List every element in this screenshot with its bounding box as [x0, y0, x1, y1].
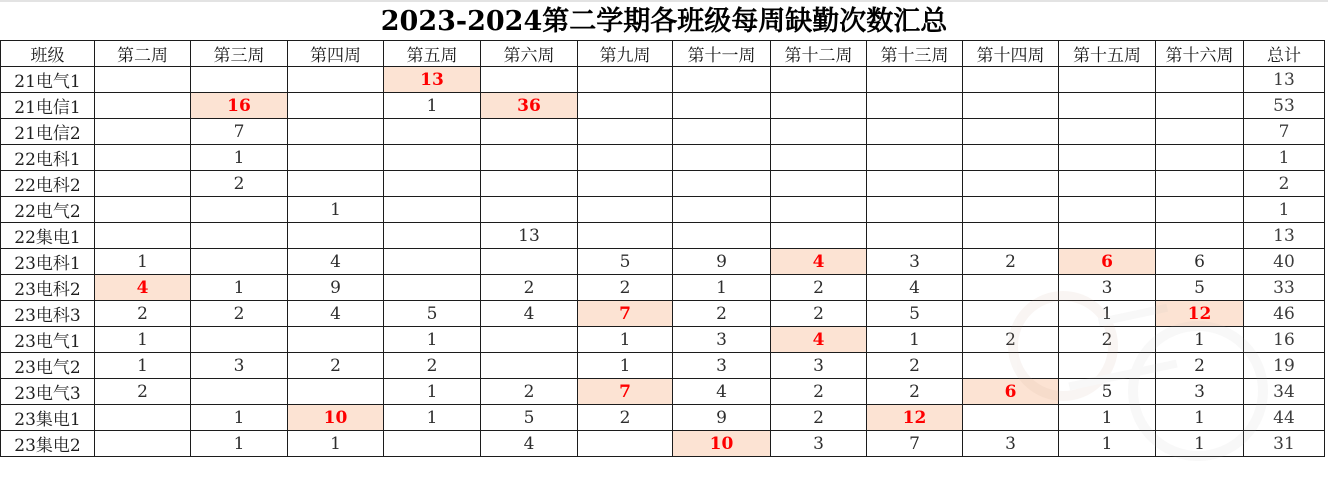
value-cell[interactable]: 36: [481, 93, 578, 119]
value-cell[interactable]: 1: [191, 145, 288, 171]
value-cell[interactable]: [288, 93, 384, 119]
value-cell[interactable]: 1: [95, 249, 191, 275]
value-cell[interactable]: 4: [673, 379, 771, 405]
value-cell[interactable]: [771, 67, 867, 93]
class-name-cell[interactable]: 23电科2: [1, 275, 95, 301]
table-row: [1, 275, 1325, 301]
value-cell[interactable]: [673, 197, 771, 223]
value-cell[interactable]: [867, 223, 963, 249]
table-row: [1, 119, 1325, 145]
value-cell[interactable]: [1059, 119, 1156, 145]
value-cell[interactable]: 1: [1156, 405, 1244, 431]
value-cell[interactable]: [481, 353, 578, 379]
class-name-cell[interactable]: 23电科3: [1, 301, 95, 327]
value-cell[interactable]: 2: [1059, 327, 1156, 353]
table-row: [1, 327, 1325, 353]
class-name-cell[interactable]: 22集电1: [1, 223, 95, 249]
value-cell[interactable]: [191, 379, 288, 405]
value-cell[interactable]: [1059, 353, 1156, 379]
value-cell[interactable]: 3: [1059, 275, 1156, 301]
total-cell[interactable]: 53: [1244, 93, 1325, 119]
value-cell[interactable]: [95, 67, 191, 93]
value-cell[interactable]: 5: [384, 301, 481, 327]
value-cell[interactable]: 4: [771, 327, 867, 353]
value-cell[interactable]: [963, 67, 1059, 93]
value-cell[interactable]: 4: [481, 431, 578, 457]
value-cell[interactable]: [867, 145, 963, 171]
total-cell[interactable]: 19: [1244, 353, 1325, 379]
value-cell[interactable]: [673, 171, 771, 197]
class-name-cell[interactable]: 21电信2: [1, 119, 95, 145]
value-cell[interactable]: 16: [191, 93, 288, 119]
value-cell[interactable]: [673, 93, 771, 119]
value-cell[interactable]: 7: [867, 431, 963, 457]
class-name-cell[interactable]: 21电信1: [1, 93, 95, 119]
value-cell[interactable]: 4: [867, 275, 963, 301]
value-cell[interactable]: 1: [1156, 431, 1244, 457]
table-row: [1, 431, 1325, 457]
total-cell[interactable]: 33: [1244, 275, 1325, 301]
value-cell[interactable]: [481, 119, 578, 145]
value-cell[interactable]: 13: [384, 67, 481, 93]
value-cell[interactable]: [384, 223, 481, 249]
table-row: [1, 249, 1325, 275]
table-row: [1, 171, 1325, 197]
total-cell[interactable]: 31: [1244, 431, 1325, 457]
value-cell[interactable]: 1: [867, 327, 963, 353]
total-cell[interactable]: 44: [1244, 405, 1325, 431]
value-cell[interactable]: [578, 197, 673, 223]
value-cell[interactable]: [578, 223, 673, 249]
value-cell[interactable]: [1156, 93, 1244, 119]
value-cell[interactable]: 2: [95, 379, 191, 405]
value-cell[interactable]: [867, 93, 963, 119]
class-name-cell[interactable]: 23电气3: [1, 379, 95, 405]
value-cell[interactable]: 12: [867, 405, 963, 431]
value-cell[interactable]: [481, 145, 578, 171]
value-cell[interactable]: 7: [578, 301, 673, 327]
class-name-cell[interactable]: 23电气2: [1, 353, 95, 379]
value-cell[interactable]: 5: [1059, 379, 1156, 405]
value-cell[interactable]: 4: [771, 249, 867, 275]
value-cell[interactable]: 1: [578, 327, 673, 353]
value-cell[interactable]: 12: [1156, 301, 1244, 327]
value-cell[interactable]: [95, 223, 191, 249]
value-cell[interactable]: 2: [288, 353, 384, 379]
value-cell[interactable]: 1: [578, 353, 673, 379]
value-cell[interactable]: [1059, 93, 1156, 119]
value-cell[interactable]: [95, 405, 191, 431]
value-cell[interactable]: 10: [673, 431, 771, 457]
value-cell[interactable]: 1: [288, 197, 384, 223]
value-cell[interactable]: [963, 405, 1059, 431]
value-cell[interactable]: 9: [673, 249, 771, 275]
value-cell[interactable]: [384, 197, 481, 223]
class-name-cell[interactable]: 23集电1: [1, 405, 95, 431]
value-cell[interactable]: [95, 431, 191, 457]
value-cell[interactable]: [95, 145, 191, 171]
value-cell[interactable]: 3: [771, 431, 867, 457]
value-cell[interactable]: 2: [578, 405, 673, 431]
value-cell[interactable]: 1: [1156, 327, 1244, 353]
table-row: [1, 145, 1325, 171]
value-cell[interactable]: [384, 119, 481, 145]
column-header[interactable]: 第二周: [95, 41, 191, 67]
value-cell[interactable]: [673, 119, 771, 145]
value-cell[interactable]: 3: [867, 249, 963, 275]
table-row: [1, 67, 1325, 93]
column-header[interactable]: 第十二周: [771, 41, 867, 67]
value-cell[interactable]: [867, 67, 963, 93]
value-cell[interactable]: [191, 249, 288, 275]
value-cell[interactable]: [288, 223, 384, 249]
value-cell[interactable]: [578, 119, 673, 145]
class-name-cell[interactable]: 22电气2: [1, 197, 95, 223]
value-cell[interactable]: 2: [771, 379, 867, 405]
column-header[interactable]: 第十六周: [1156, 41, 1244, 67]
value-cell[interactable]: [481, 197, 578, 223]
column-header[interactable]: 班级: [1, 41, 95, 67]
value-cell[interactable]: 3: [673, 353, 771, 379]
column-header[interactable]: 第十三周: [867, 41, 963, 67]
value-cell[interactable]: [963, 93, 1059, 119]
value-cell[interactable]: [1156, 223, 1244, 249]
class-name-cell[interactable]: 21电气1: [1, 67, 95, 93]
class-name-cell[interactable]: 22电科2: [1, 171, 95, 197]
value-cell[interactable]: [384, 275, 481, 301]
value-cell[interactable]: [1156, 197, 1244, 223]
value-cell[interactable]: 4: [288, 301, 384, 327]
value-cell[interactable]: 6: [1156, 249, 1244, 275]
value-cell[interactable]: [578, 93, 673, 119]
value-cell[interactable]: 4: [288, 249, 384, 275]
table-body: [1, 67, 1325, 457]
value-cell[interactable]: 1: [191, 275, 288, 301]
value-cell[interactable]: 13: [481, 223, 578, 249]
table-row: [1, 405, 1325, 431]
value-cell[interactable]: [384, 145, 481, 171]
total-cell[interactable]: 2: [1244, 171, 1325, 197]
value-cell[interactable]: [771, 223, 867, 249]
column-header[interactable]: 第四周: [288, 41, 384, 67]
value-cell[interactable]: 4: [481, 301, 578, 327]
value-cell[interactable]: 2: [191, 301, 288, 327]
value-cell[interactable]: [384, 171, 481, 197]
total-cell[interactable]: 34: [1244, 379, 1325, 405]
value-cell[interactable]: 1: [384, 327, 481, 353]
page-title: 2023-2024第二学期各班级每周缺勤次数汇总: [380, 6, 948, 37]
value-cell[interactable]: [191, 223, 288, 249]
value-cell[interactable]: 2: [384, 353, 481, 379]
value-cell[interactable]: 2: [771, 301, 867, 327]
value-cell[interactable]: [288, 145, 384, 171]
column-header[interactable]: 第六周: [481, 41, 578, 67]
value-cell[interactable]: [95, 93, 191, 119]
value-cell[interactable]: 5: [1156, 275, 1244, 301]
value-cell[interactable]: 2: [963, 327, 1059, 353]
header-row: [1, 41, 1325, 67]
total-cell[interactable]: 40: [1244, 249, 1325, 275]
value-cell[interactable]: [481, 249, 578, 275]
value-cell[interactable]: 3: [771, 353, 867, 379]
value-cell[interactable]: [1059, 171, 1156, 197]
value-cell[interactable]: [673, 67, 771, 93]
class-name-cell[interactable]: 22电科1: [1, 145, 95, 171]
column-header[interactable]: 第三周: [191, 41, 288, 67]
total-cell[interactable]: 13: [1244, 223, 1325, 249]
value-cell[interactable]: [1156, 67, 1244, 93]
value-cell[interactable]: [578, 431, 673, 457]
value-cell[interactable]: [771, 171, 867, 197]
table-row: [1, 301, 1325, 327]
value-cell[interactable]: [95, 197, 191, 223]
value-cell[interactable]: 7: [191, 119, 288, 145]
value-cell[interactable]: [771, 119, 867, 145]
value-cell[interactable]: [288, 119, 384, 145]
value-cell[interactable]: [771, 93, 867, 119]
value-cell[interactable]: 1: [384, 405, 481, 431]
value-cell[interactable]: 2: [481, 275, 578, 301]
value-cell[interactable]: [867, 197, 963, 223]
value-cell[interactable]: 3: [963, 431, 1059, 457]
value-cell[interactable]: 9: [673, 405, 771, 431]
column-header[interactable]: 第五周: [384, 41, 481, 67]
value-cell[interactable]: 2: [771, 275, 867, 301]
value-cell[interactable]: [191, 67, 288, 93]
value-cell[interactable]: 5: [867, 301, 963, 327]
value-cell[interactable]: [578, 145, 673, 171]
total-cell[interactable]: 46: [1244, 301, 1325, 327]
value-cell[interactable]: [1156, 119, 1244, 145]
table-row: [1, 379, 1325, 405]
total-cell[interactable]: 1: [1244, 145, 1325, 171]
value-cell[interactable]: 1: [1059, 405, 1156, 431]
value-cell[interactable]: [578, 171, 673, 197]
value-cell[interactable]: 2: [578, 275, 673, 301]
value-cell[interactable]: [481, 67, 578, 93]
value-cell[interactable]: [288, 379, 384, 405]
total-cell[interactable]: 1: [1244, 197, 1325, 223]
value-cell[interactable]: [963, 223, 1059, 249]
total-cell[interactable]: 7: [1244, 119, 1325, 145]
value-cell[interactable]: [191, 197, 288, 223]
value-cell[interactable]: 2: [1156, 353, 1244, 379]
value-cell[interactable]: 2: [481, 379, 578, 405]
value-cell[interactable]: 1: [673, 275, 771, 301]
value-cell[interactable]: [963, 275, 1059, 301]
value-cell[interactable]: [288, 327, 384, 353]
value-cell[interactable]: [963, 171, 1059, 197]
value-cell[interactable]: 1: [384, 379, 481, 405]
column-header[interactable]: 第十五周: [1059, 41, 1156, 67]
class-name-cell[interactable]: 23集电2: [1, 431, 95, 457]
attendance-table: [0, 40, 1325, 457]
value-cell[interactable]: 2: [867, 379, 963, 405]
table-row: [1, 197, 1325, 223]
column-header[interactable]: 总计: [1244, 41, 1325, 67]
value-cell[interactable]: [1156, 171, 1244, 197]
value-cell[interactable]: 5: [578, 249, 673, 275]
value-cell[interactable]: [1059, 145, 1156, 171]
value-cell[interactable]: [867, 119, 963, 145]
total-cell[interactable]: 16: [1244, 327, 1325, 353]
value-cell[interactable]: [867, 171, 963, 197]
column-header[interactable]: 第十一周: [673, 41, 771, 67]
value-cell[interactable]: 3: [1156, 379, 1244, 405]
table-row: [1, 93, 1325, 119]
table-row: [1, 223, 1325, 249]
value-cell[interactable]: 2: [191, 171, 288, 197]
value-cell[interactable]: [963, 301, 1059, 327]
class-name-cell[interactable]: 23电科1: [1, 249, 95, 275]
value-cell[interactable]: [771, 197, 867, 223]
value-cell[interactable]: [481, 171, 578, 197]
value-cell[interactable]: [288, 67, 384, 93]
value-cell[interactable]: 1: [191, 431, 288, 457]
value-cell[interactable]: 1: [95, 327, 191, 353]
value-cell[interactable]: 7: [578, 379, 673, 405]
value-cell[interactable]: 3: [191, 353, 288, 379]
value-cell[interactable]: [963, 197, 1059, 223]
table-row: [1, 353, 1325, 379]
value-cell[interactable]: 10: [288, 405, 384, 431]
value-cell[interactable]: 2: [963, 249, 1059, 275]
value-cell[interactable]: [384, 431, 481, 457]
value-cell[interactable]: [771, 145, 867, 171]
column-header[interactable]: 第九周: [578, 41, 673, 67]
value-cell[interactable]: 6: [963, 379, 1059, 405]
value-cell[interactable]: [288, 171, 384, 197]
value-cell[interactable]: 3: [673, 327, 771, 353]
value-cell[interactable]: 1: [384, 93, 481, 119]
value-cell[interactable]: 9: [288, 275, 384, 301]
value-cell[interactable]: 1: [191, 405, 288, 431]
total-cell[interactable]: 13: [1244, 67, 1325, 93]
value-cell[interactable]: [673, 223, 771, 249]
value-cell[interactable]: 2: [771, 405, 867, 431]
value-cell[interactable]: [95, 119, 191, 145]
value-cell[interactable]: 1: [1059, 301, 1156, 327]
value-cell[interactable]: [384, 249, 481, 275]
value-cell[interactable]: [578, 67, 673, 93]
value-cell[interactable]: 1: [95, 353, 191, 379]
value-cell[interactable]: [481, 327, 578, 353]
value-cell[interactable]: [963, 119, 1059, 145]
column-header[interactable]: 第十四周: [963, 41, 1059, 67]
value-cell[interactable]: 5: [481, 405, 578, 431]
value-cell[interactable]: 2: [867, 353, 963, 379]
value-cell[interactable]: [963, 353, 1059, 379]
value-cell[interactable]: 2: [673, 301, 771, 327]
value-cell[interactable]: 6: [1059, 249, 1156, 275]
value-cell[interactable]: 4: [95, 275, 191, 301]
value-cell[interactable]: [191, 327, 288, 353]
class-name-cell[interactable]: 23电气1: [1, 327, 95, 353]
value-cell[interactable]: [963, 145, 1059, 171]
value-cell[interactable]: [95, 171, 191, 197]
value-cell[interactable]: 1: [1059, 431, 1156, 457]
value-cell[interactable]: [673, 145, 771, 171]
value-cell[interactable]: [1059, 197, 1156, 223]
value-cell[interactable]: 2: [95, 301, 191, 327]
value-cell[interactable]: [1059, 223, 1156, 249]
value-cell[interactable]: [1059, 67, 1156, 93]
value-cell[interactable]: 1: [288, 431, 384, 457]
value-cell[interactable]: [1156, 145, 1244, 171]
